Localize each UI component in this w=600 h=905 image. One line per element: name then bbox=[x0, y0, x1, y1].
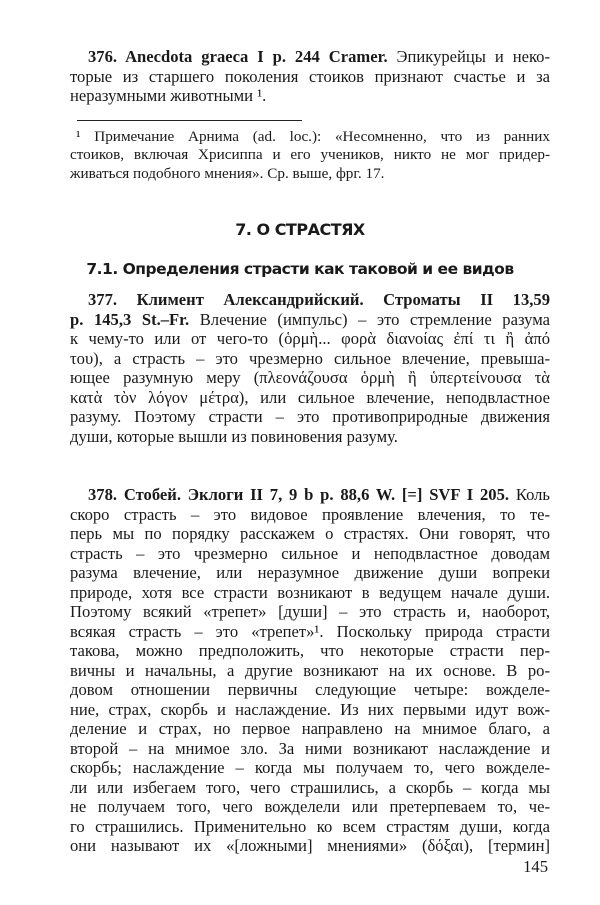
line-text: Эпикурейцы и неко- bbox=[387, 47, 550, 66]
line-text: вичны и начальны, а другие возникают на их основе. В ро- bbox=[70, 660, 550, 680]
text-line bbox=[70, 165, 550, 183]
text-line bbox=[70, 427, 550, 447]
line-text: второй – на мнимое зло. За ними возникают наслаждение и bbox=[70, 738, 550, 758]
line-text: довом отношении первичны следующие четыре: вожделе- bbox=[70, 680, 550, 699]
entry-377 bbox=[70, 290, 550, 446]
footnote bbox=[70, 128, 550, 183]
text-line bbox=[70, 583, 550, 603]
text-line bbox=[70, 797, 550, 817]
line-text: торые из старшего поколения стоиков признают счастье и за bbox=[70, 66, 550, 86]
text-line bbox=[70, 836, 550, 856]
text-line bbox=[70, 349, 550, 369]
text-line bbox=[70, 67, 550, 87]
text-line bbox=[70, 739, 550, 759]
text-line bbox=[70, 544, 550, 564]
line-text: Поэтому всякий «трепет» [души] – это страсть и, наоборот, bbox=[70, 602, 550, 621]
line-text: скоро страсть – это видовое проявление влечения, то те- bbox=[70, 504, 550, 524]
text-line bbox=[70, 485, 550, 505]
line-text: го страшились. Применительно ко всем страстям души, когда bbox=[70, 816, 550, 836]
line-text: ние, страх, скорбь и наслаждение. Из них первыми идут вож- bbox=[70, 699, 550, 719]
line-text: скорбь; наслаждение – когда мы получаем то, чего вожделе- bbox=[70, 758, 550, 777]
line-text: Влечение (импульс) – это стремление разума bbox=[189, 309, 550, 329]
text-line bbox=[70, 661, 550, 681]
line-text: деление и страх, но первое направлено на мнимое благо, а bbox=[70, 719, 550, 738]
line-text: ющее разумную меру (πλεονάζουσα ὁρμὴ ἢ ὑπερτείνουσα τὰ bbox=[70, 368, 550, 387]
text-line bbox=[70, 680, 550, 700]
text-line bbox=[70, 47, 550, 67]
entry-378 bbox=[70, 485, 550, 856]
subsection-title: 7.1. Определения страсти как таковой и ее видов bbox=[86, 260, 514, 278]
page-number: 145 bbox=[523, 857, 548, 876]
entry-source-reference: 377. Климент Александрийский. Строматы II 13,59 bbox=[88, 290, 550, 309]
line-text: κατὰ τὸν λόγον μέτρα), или сильное влечение, неподвластное bbox=[70, 387, 550, 407]
text-line bbox=[70, 329, 550, 349]
text-line bbox=[70, 290, 550, 310]
text-line bbox=[70, 778, 550, 798]
text-line bbox=[70, 524, 550, 544]
text-line bbox=[70, 128, 550, 146]
text-line bbox=[70, 641, 550, 661]
text-line bbox=[70, 146, 550, 164]
line-text: стоиков, включая Хрисиппа и его учеников, никто не мог придер- bbox=[70, 146, 550, 164]
text-line bbox=[70, 817, 550, 837]
line-text: души, которые вышли из повиновения разуму. bbox=[70, 426, 398, 446]
text-line bbox=[70, 563, 550, 583]
line-text: ли или избегаем того, чего страшились, а скорбь – когда мы bbox=[70, 777, 550, 797]
line-text: всякая страсть – это «трепет»¹. Поскольку природа страсти bbox=[70, 621, 550, 641]
line-text: к чему-то или от чего-то (ὁρμὴ... φορὰ διανοίας ἐπί τι ἢ ἀπό bbox=[70, 329, 550, 348]
text-line bbox=[70, 700, 550, 720]
line-text: разума влечение, или неразумное движение души вопреки bbox=[70, 563, 550, 582]
text-line bbox=[70, 602, 550, 622]
text-line bbox=[70, 622, 550, 642]
line-text: природе, хотя все страсти возникают в ведущем начале души. bbox=[70, 582, 550, 602]
section-title: 7. О СТРАСТЯХ bbox=[235, 220, 365, 239]
line-text: ¹ Примечание Арнима (ad. loc.): «Несомненно, что из ранних bbox=[76, 128, 550, 145]
entry-source-reference: 376. Anecdota graeca I p. 244 Cramer. bbox=[88, 47, 388, 66]
entry-source-reference: 378. Стобей. Эклоги II 7, 9 b p. 88,6 W. [=] SVF I 205. bbox=[88, 485, 510, 504]
line-text: разуму. Поэтому страсти – это противоприродные движения bbox=[70, 407, 550, 426]
footnote-divider bbox=[77, 120, 302, 121]
line-text: страсть – это чрезмерно сильное и неподвластное доводам bbox=[70, 543, 550, 563]
text-line bbox=[70, 719, 550, 739]
entry-source-reference: p. 145,3 St.–Fr. bbox=[70, 309, 190, 329]
line-text: они называют их «[ложными] мнениями» (δόξαι), [термин] bbox=[70, 836, 550, 855]
text-line bbox=[70, 388, 550, 408]
entry-376 bbox=[70, 47, 550, 106]
text-line bbox=[70, 407, 550, 427]
line-text: такова, можно предположить, что некоторые страсти пер- bbox=[70, 641, 550, 660]
line-text: живаться подобного мнения». Ср. выше, фрг. 17. bbox=[70, 164, 385, 182]
text-line bbox=[70, 505, 550, 525]
text-line bbox=[70, 86, 550, 106]
text-line bbox=[70, 368, 550, 388]
line-text: перь мы по порядку расскажем о страстях. Они говорят, что bbox=[70, 524, 550, 543]
line-text: не получаем того, чего вожделели или претерпеваем то, че- bbox=[70, 797, 550, 816]
line-text: неразумными животными ¹. bbox=[70, 86, 267, 105]
text-line bbox=[70, 310, 550, 330]
line-text: του), а страсть – это чрезмерно сильное влечение, превыша- bbox=[70, 348, 550, 368]
text-line bbox=[70, 758, 550, 778]
line-text: Коль bbox=[509, 485, 550, 504]
